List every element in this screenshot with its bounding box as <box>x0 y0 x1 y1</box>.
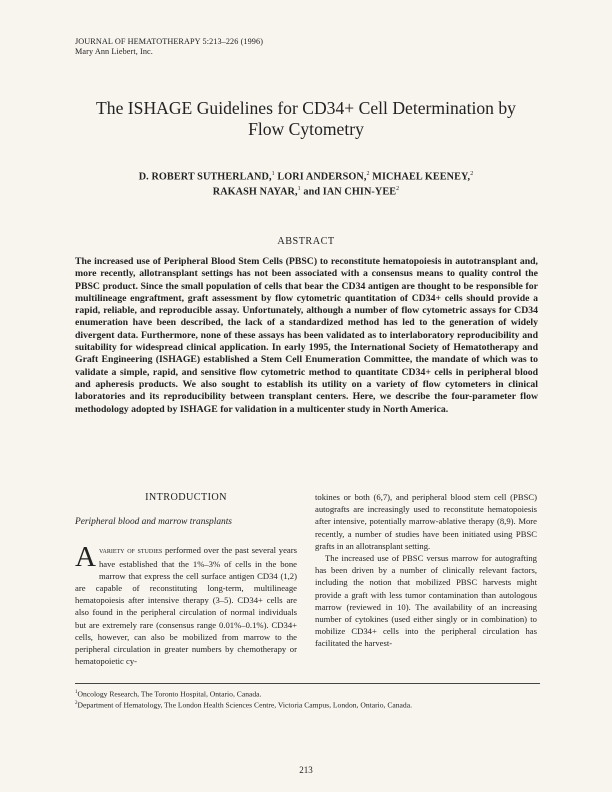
small-caps-lead: variety of studies <box>98 546 163 556</box>
right-column <box>315 491 537 650</box>
left-column <box>75 490 297 667</box>
author-list <box>60 168 552 199</box>
footnote-marker: 2 <box>75 701 78 706</box>
article-title <box>60 98 552 140</box>
authors-line-1 <box>60 168 552 183</box>
affiliation-marker: 2 <box>470 171 474 177</box>
footnote-divider <box>75 683 540 684</box>
authors-line-2 <box>60 183 552 198</box>
intro-paragraph-1 <box>75 541 297 667</box>
affiliation-marker: 1 <box>271 171 275 177</box>
author-sutherland: D. ROBERT SUTHERLAND, <box>138 171 272 183</box>
footnote-marker: 1 <box>75 690 78 695</box>
right-paragraph-1: tokines or both (6,7), and peripheral blood stem cell (PBSC) autografts are increasingly used to reconstitute hematopoiesis after intensive, potentially marrow-ablative therapy (8,9). More recently, a number of studies have been initiated using PBSC grafts in an allotransplant setting. <box>315 492 537 551</box>
introduction-heading: INTRODUCTION <box>145 492 227 503</box>
section-subheading: Peripheral blood and marrow transplants <box>75 517 232 528</box>
page-number: 213 <box>299 765 313 775</box>
journal-citation: JOURNAL OF HEMATOTHERAPY 5:213–226 (1996) <box>75 37 264 46</box>
footnote-1-text: Oncology Research, The Toronto Hospital, Ontario, Canada. <box>77 689 262 699</box>
author-chin-yee: and IAN CHIN-YEE <box>300 186 397 198</box>
footnote-2 <box>75 699 545 711</box>
intro-paragraph-1-text: performed over the past several years have established that the 1%–3% of cells in the bone marrow that express the cell surface antigen CD34 (1,2) are capable of reconstituting long-term, multilineage hematopoiesis after intensive therapy (3–5). CD34+ cells are also found in the peripheral circulation of normal individuals but are extremely rare (consensus range 0.01%–0.1%). CD34+ cells, however, can also be mobilized from marrow to the peripheral circulation in greater numbers by chemotherapy or hematopoietic cy- <box>75 545 297 667</box>
journal-header <box>75 37 263 57</box>
drop-cap: A <box>75 541 96 574</box>
abstract-heading: ABSTRACT <box>277 236 335 247</box>
author-anderson: LORI ANDERSON, <box>274 171 367 183</box>
right-paragraph-2: The increased use of PBSC versus marrow for autografting has been driven by a number of clinically relevant factors, including the notion that mobilized PBSC harvests might provide a graft with less tumor contamination than autologous marrow (reviewed in 10). The availability of an increasing number of cytokines (used either singly or in combination) to mobilize CD34+ cells into the peripheral circulation has facilitated the harvest- <box>315 553 537 649</box>
affiliation-marker: 2 <box>396 186 400 193</box>
abstract-text: The increased use of Peripheral Blood Stem Cells (PBSC) to reconstitute hematopoiesis in autotransplant and, more recently, allotransplant settings has not been associated with a consensus means to quality control the PBSC product. Since the small population of cells that bear the CD34 antigen are thought to be responsible for multilineage engraftment, graft assessment by flow cytometric quantitation of CD34+ cells should provide a rapid, reliable, and reproducible assay. Unfortunately, although a number of flow cytometric assays for CD34 enumeration have been described, the lack of a standardized method has led to the generation of widely divergent data. Furthermore, none of these assays has been validated as to interlaboratory reproducibility and suitability for widespread clinical application. In early 1995, the International Society of Hematotherapy and Graft Engineering (ISHAGE) established a Stem Cell Enumeration Committee, the mandate of which was to validate a simple, rapid, and sensitive flow cytometric method to quantitate CD34+ cells in peripheral blood and apheresis products. We also sought to establish its utility on a variety of flow cytometers in clinical laboratories and its reproducibility between transplant centers. Here, we describe the four-parameter flow methodology adopted by ISHAGE for validation in a multicenter study in North America. <box>75 256 538 415</box>
footnote-2-text: Department of Hematology, The London Health Sciences Centre, Victoria Campus, London, Ontario, Canada. <box>77 700 412 710</box>
publisher: Mary Ann Liebert, Inc. <box>75 47 153 56</box>
author-nayar: RAKASH NAYAR, <box>212 186 298 198</box>
affiliation-marker: 2 <box>366 171 370 177</box>
footnote-1 <box>75 688 545 700</box>
author-keeney: MICHAEL KEENEY, <box>369 171 471 183</box>
title-line-2: Flow Cytometry <box>248 119 364 139</box>
title-line-1: The ISHAGE Guidelines for CD34+ Cell Determination by <box>96 98 516 118</box>
affiliation-marker: 1 <box>297 186 301 193</box>
